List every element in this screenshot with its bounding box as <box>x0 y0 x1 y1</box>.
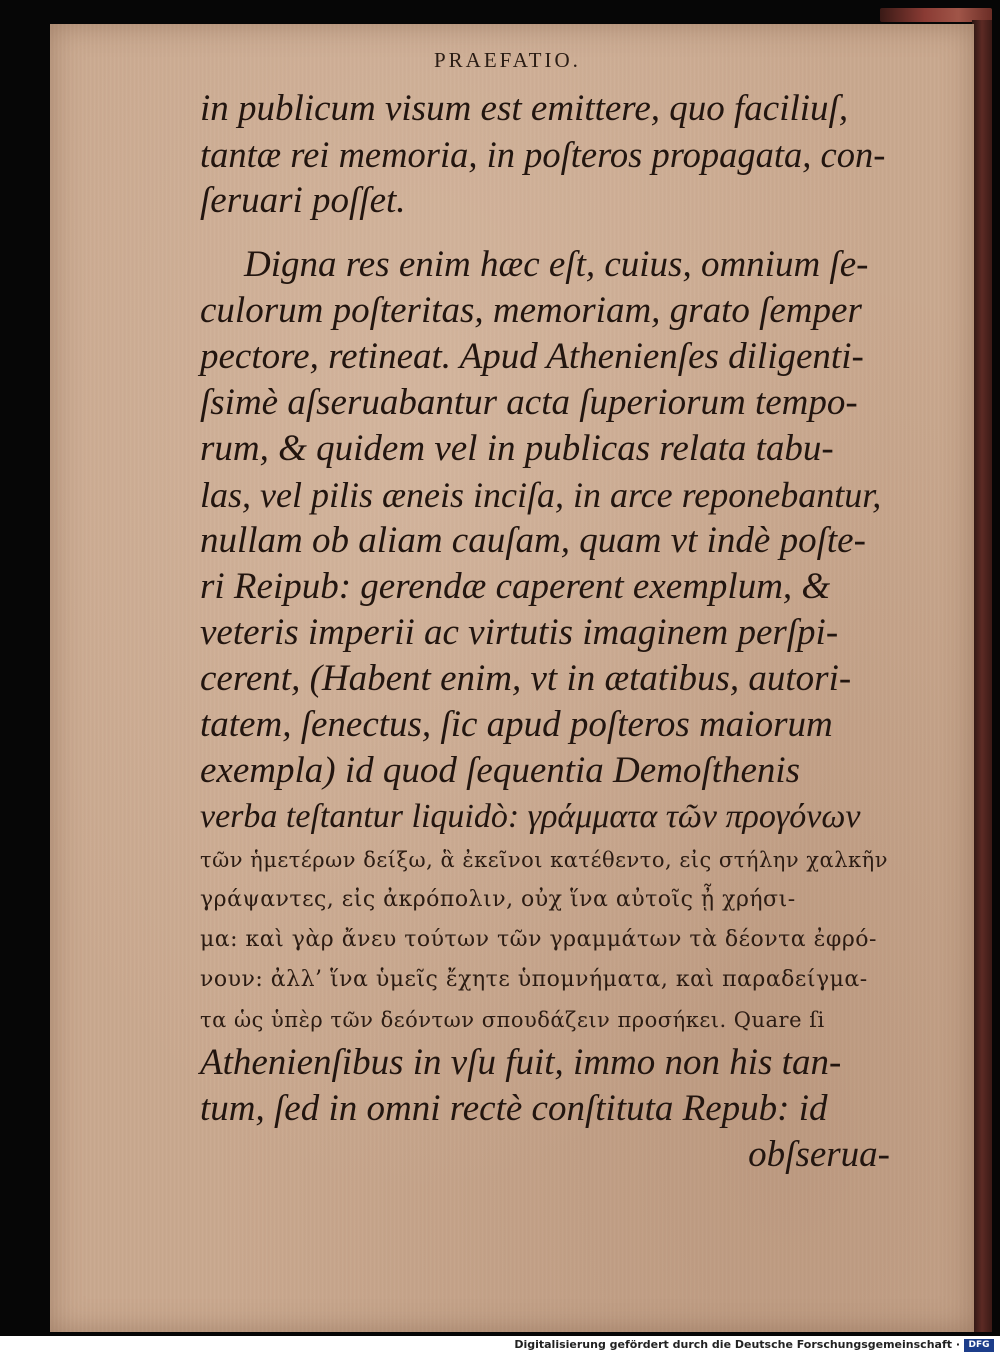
text-line: pectore, retineat. Apud Athenienſes diligenti- <box>200 336 864 377</box>
text-line: in publicum visum est emittere, quo faciliuſ, <box>200 88 849 129</box>
page-text <box>200 86 890 1178</box>
text-line: tantæ rei memoria, in poſteros propagata, con- <box>200 134 886 175</box>
text-line: nullam ob aliam cauſam, quam vt indè poſte- <box>200 520 866 561</box>
text-line-mixed: verba teſtantur liquidò: γράμματα τῶν προγόνων <box>200 798 861 835</box>
greek-line: τῶν ἡμετέρων δείξω, ἃ ἐκεῖνοι κατέθεντο, εἰς στήλην χαλκῆν <box>200 848 888 872</box>
greek-line: νουν: ἀλλ’ ἵνα ὑμεῖς ἔχητε ὑπομνήματα, καὶ παραδείγμα- <box>200 967 868 992</box>
dfg-logo: DFG <box>964 1339 994 1352</box>
text-line: ri Reipub: gerendæ caperent exemplum, & <box>200 566 831 607</box>
text-line: Athenienſibus in vſu fuit, immo non his tan- <box>200 1042 842 1083</box>
text-line: tum, ſed in omni rectè conſtituta Repub: id <box>200 1088 828 1129</box>
text-line: ſsimè aſseruabantur acta ſuperiorum tempo- <box>200 382 858 423</box>
catchword-line: obſserua- <box>748 1134 890 1175</box>
text-line: cerent, (Habent enim, vt in ætatibus, autori- <box>200 658 852 699</box>
text-line: exempla) id quod ſequentia Demoſthenis <box>200 750 801 791</box>
text-line: las, vel pilis æneis inciſa, in arce reponebantur, <box>200 475 882 515</box>
greek-line: γράψαντες, εἰς ἀκρόπολιν, οὐχ ἵνα αὐτοῖς ᾖ χρήσι- <box>200 887 796 912</box>
text-line: tatem, ſenectus, ſic apud poſteros maiorum <box>200 704 833 745</box>
running-head: PRAEFATIO. <box>434 48 581 72</box>
greek-line: μα: καὶ γὰρ ἄνευ τούτων τῶν γραμμάτων τὰ δέοντα ἐφρό- <box>200 927 877 952</box>
greek-line: τα ὡς ὑπὲρ τῶν δεόντων σπουδάζειν προσήκει. Quare ſi <box>200 1008 825 1032</box>
funding-credit: Digitalisierung gefördert durch die Deutsche Forschungsgemeinschaft · <box>514 1338 960 1351</box>
digitization-footer <box>0 1336 1000 1356</box>
text-line: Digna res enim hæc eſt, cuius, omnium ſe- <box>244 244 869 285</box>
text-line: veteris imperii ac virtutis imaginem perſpi- <box>200 612 839 653</box>
text-line: rum, & quidem vel in publicas relata tabu- <box>200 428 834 469</box>
text-line: culorum poſteritas, memoriam, grato ſemper <box>200 290 862 331</box>
text-line: ſeruari poſſet. <box>200 180 406 221</box>
book-spine-edge <box>972 20 992 1332</box>
